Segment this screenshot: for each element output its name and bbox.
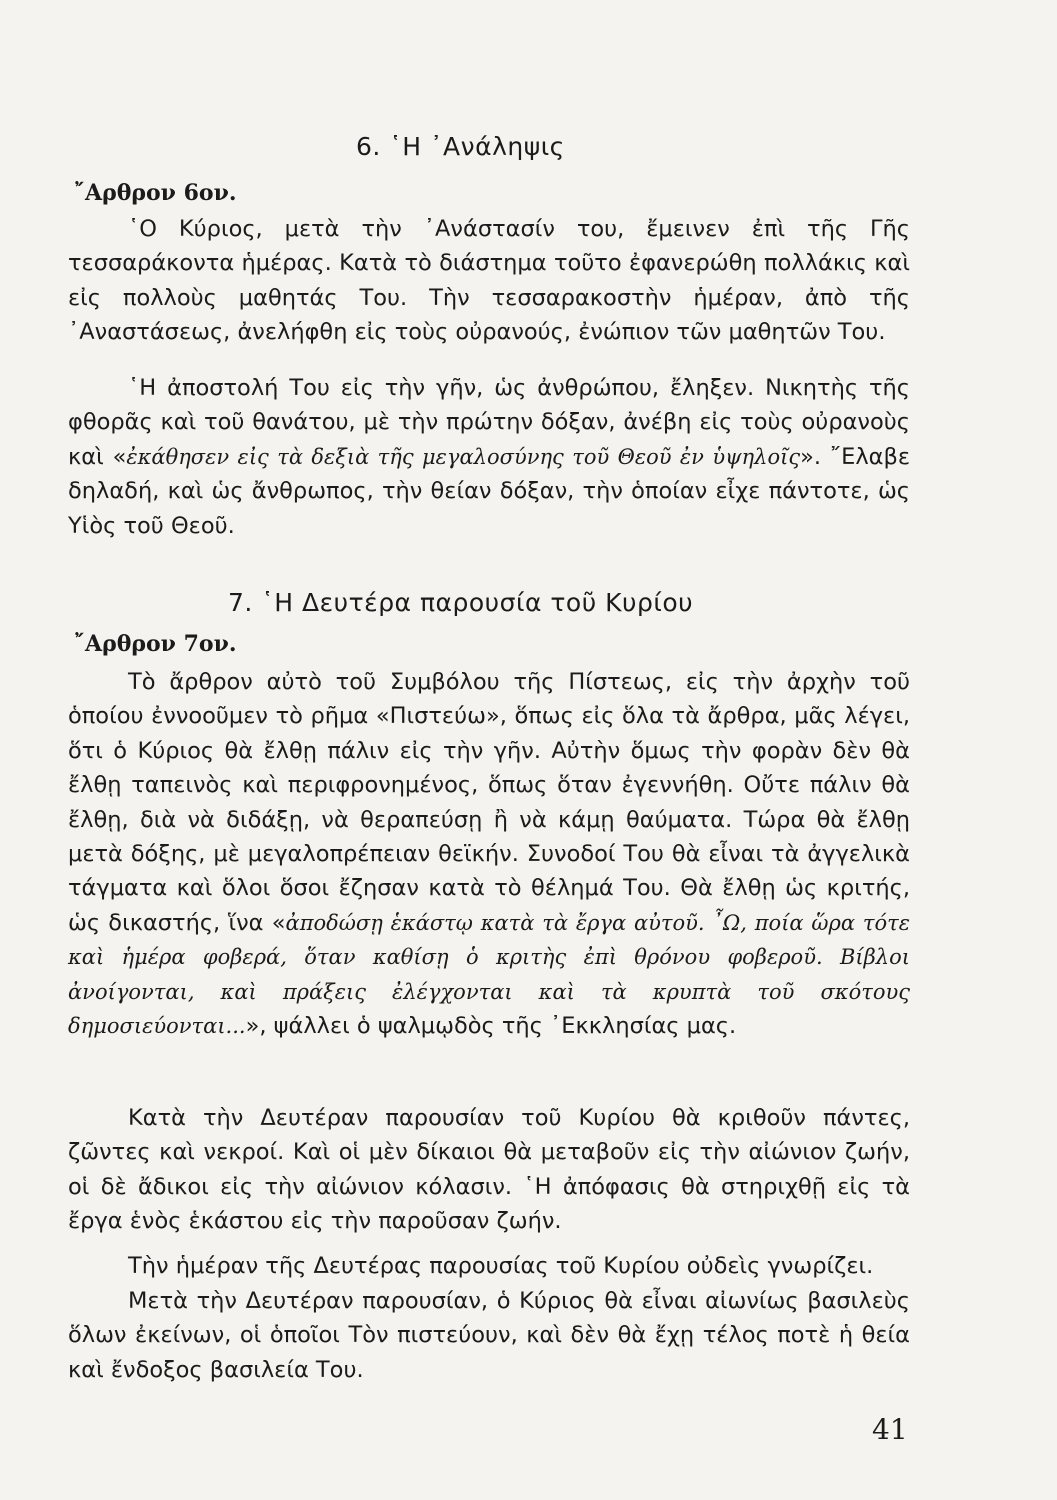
section-7-title: 7. ῾Η Δευτέρα παρουσία τοῦ Κυρίου [228,588,694,617]
section-7-paragraph-3: Τὴν ἡμέραν τῆς Δευτέρας παρουσίας τοῦ Κυρίου οὐδεὶς γνωρίζει. [128,1253,874,1279]
paragraph-3-text-start: Τὸ ἄρθρον αὐτὸ τοῦ Συμβόλου τῆς Πίστεως, εἰς τὴν ἀρχὴν τοῦ ὁποίου ἐννοοῦμεν τὸ ρῆμα «Πιστεύω», ὅπως εἰς ὅλα τὰ ἄρθρα, μᾶς λέγει, ὅτι ὁ Κύριος θὰ ἔλθῃ πάλιν εἰς τὴν γῆν. Αὐτὴν ὅμως τὴν φορὰν δὲν θὰ ἔλθῃ ταπεινὸς καὶ περιφρονημένος, ὅπως ὅταν ἐγεννήθη. Οὔτε πάλιν θὰ ἔλθῃ, διὰ νὰ διδάξῃ, νὰ θεραπεύσῃ ἢ νὰ κάμῃ θαύματα. Τώρα θὰ ἔλθῃ μετὰ δόξης, μὲ μεγαλοπρέπειαν θεϊκήν. Συνοδοί Του θὰ εἶναι τὰ ἀγγελικὰ τάγματα καὶ ὅλοι ὅσοι ἔζησαν κατὰ τὸ θέλημά Του. Θὰ ἔλθῃ ὡς κριτής, ὡς δικαστής, ἵνα « [68,669,910,936]
section-6-paragraph-1: ῾Ο Κύριος, μετὰ τὴν ᾽Ανάστασίν του, ἔμεινεν ἐπὶ τῆς Γῆς τεσσαράκοντα ἡμέρας. Κατὰ τὸ διάστημα τοῦτο ἐφανερώθη πολλάκις καὶ εἰς πολλοὺς μαθητάς Του. Τὴν τεσσαρακοστὴν ἡμέραν, ἀπὸ τῆς ᾽Αναστάσεως, ἀνελήφθη εἰς τοὺς οὐρανούς, ἐνώπιον τῶν μαθητῶν Του. [68,216,910,346]
paragraph-3-text-end: », ψάλλει ὁ ψαλμῳδὸς τῆς ᾽Εκκλησίας μας. [245,1013,737,1040]
section-7-paragraph-4: Μετὰ τὴν Δευτέραν παρουσίαν, ὁ Κύριος θὰ εἶναι αἰωνίως βασιλεὺς ὅλων ἐκείνων, οἱ ὁποῖοι Τὸν πιστεύουν, καὶ δὲν θὰ ἔχῃ τέλος ποτὲ ἡ θεία καὶ ἔνδοξος βασιλεία Του. [68,1288,910,1383]
paragraph-2-text-start: ῾Η ἀποστολή Του εἰς τὴν γῆν, ὡς ἀνθρώπου, ἔληξεν. Νικητὴς τῆς φθορᾶς καὶ τοῦ θανάτου, μὲ τὴν πρώτην δόξαν, ἀνέβη εἰς τοὺς οὐρανοὺς καὶ « [68,375,910,470]
article-7-label: ῎Αρθρον 7ον. [74,631,237,657]
hymn-quote: ἀποδώσῃ ἑκάστῳ κατὰ τὰ ἔργα αὐτοῦ. ῏Ω, ποία ὥρα τότε καὶ ἡμέρα φοβερά, ὅταν καθίσῃ ὁ κριτὴς ἐπὶ θρόνου φοβεροῦ. Βίβλοι ἀνοίγονται, καὶ πράξεις ἐλέγχονται καὶ τὰ κρυπτὰ τοῦ σκότους δημοσιεύονται... [68,910,910,1039]
section-6-paragraph-2 [68,371,910,543]
section-6-title: 6. ῾Η ᾽Ανάληψις [356,132,565,161]
page-number: 41 [872,1413,908,1446]
paragraph-2-text-end: ». ῎Ελαβε δηλαδή, καὶ ὡς ἄνθρωπος, τὴν θείαν δόξαν, τὴν ὁποίαν εἶχε πάντοτε, ὡς Υἱὸς τοῦ Θεοῦ. [68,443,910,539]
article-6-label: ῎Αρθρον 6ον. [74,180,237,206]
section-7-paragraph-2: Κατὰ τὴν Δευτέραν παρουσίαν τοῦ Κυρίου θὰ κριθοῦν πάντες, ζῶντες καὶ νεκροί. Καὶ οἱ μὲν δίκαιοι θὰ μεταβοῦν εἰς τὴν αἰώνιον ζωήν, οἱ δὲ ἄδικοι εἰς τὴν αἰώνιον κόλασιν. ῾Η ἀπόφασις θὰ στηριχθῇ εἰς τὰ ἔργα ἑνὸς ἑκάστου εἰς τὴν παροῦσαν ζωήν. [68,1105,910,1235]
scripture-quote: ἐκάθησεν εἰς τὰ δεξιὰ τῆς μεγαλοσύνης τοῦ Θεοῦ ἐν ὑψηλοῖς [126,444,801,469]
section-7-paragraph-1 [68,665,910,1043]
